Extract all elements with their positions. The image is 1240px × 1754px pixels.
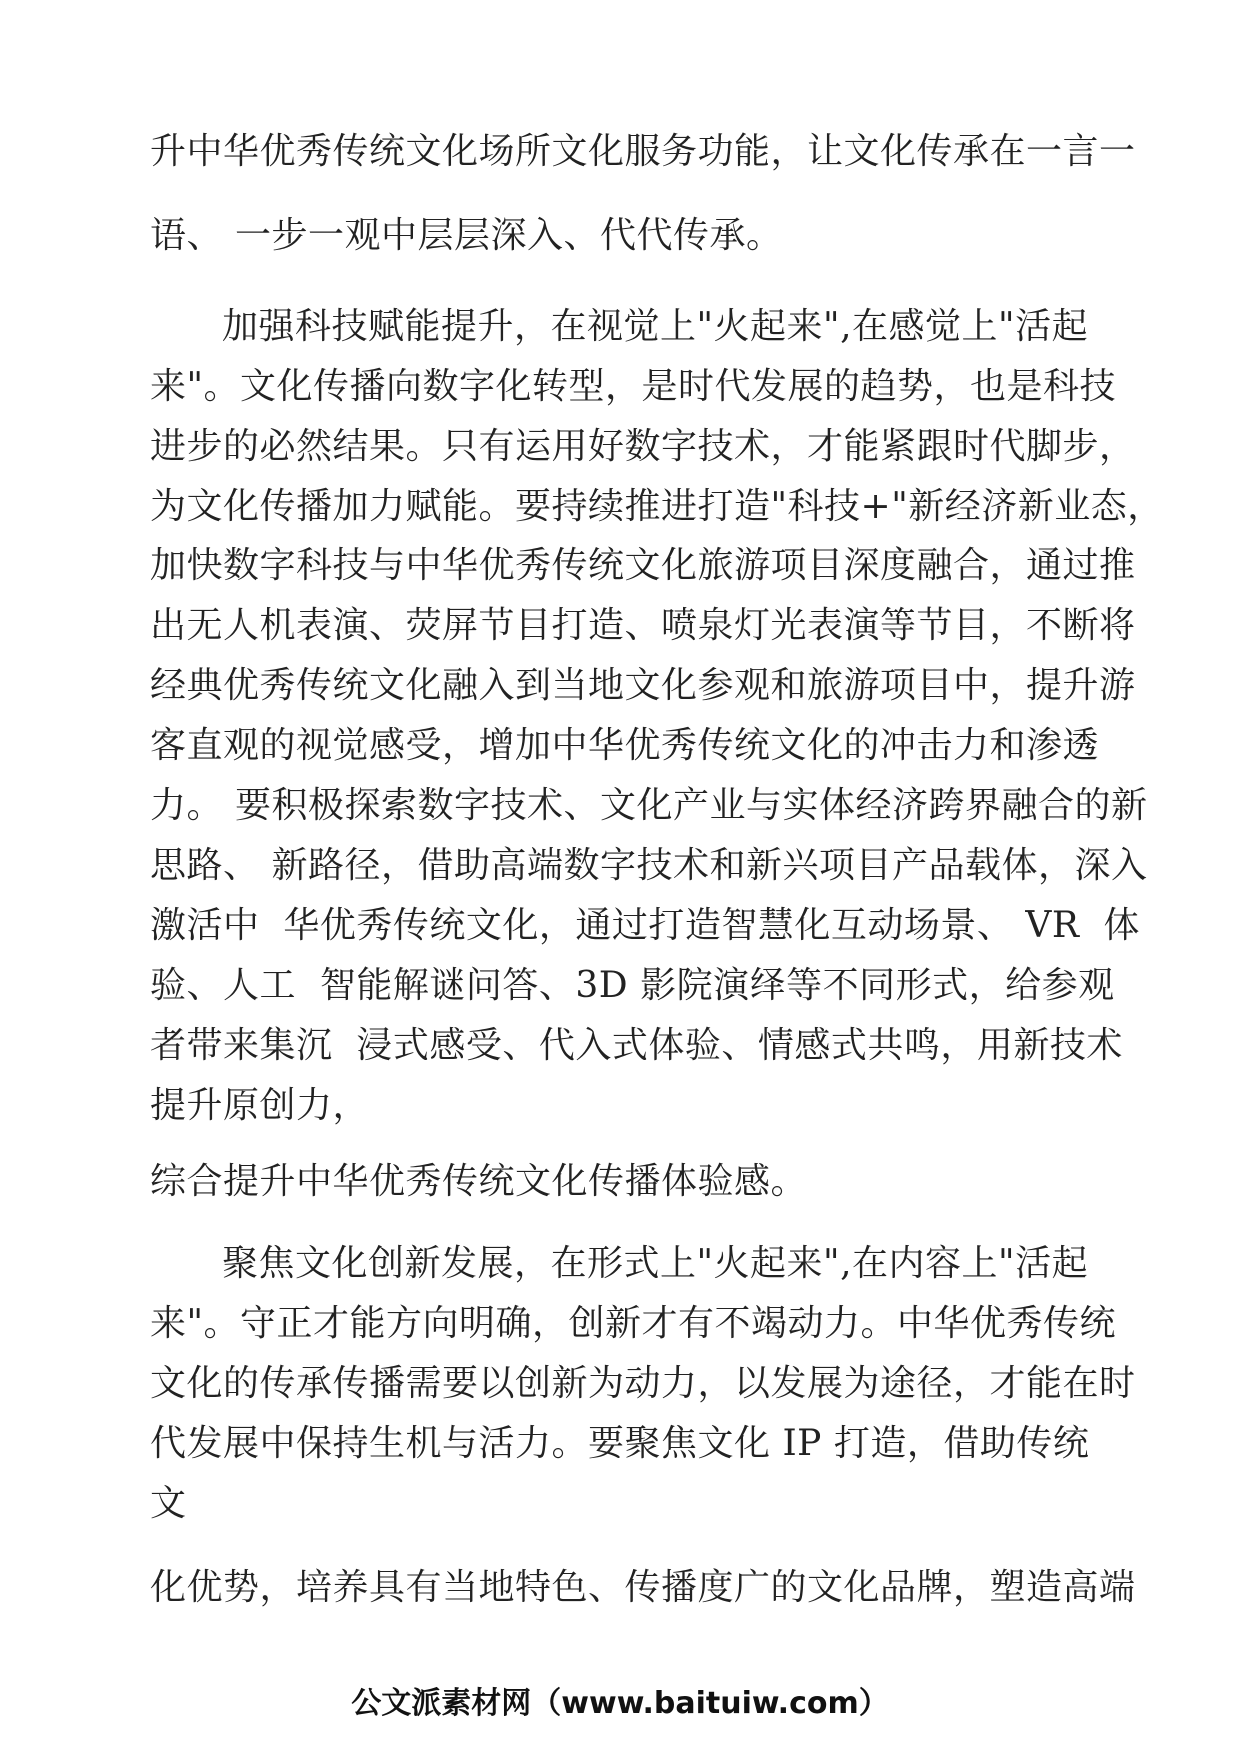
text-line-9: 经典优秀传统文化融入到当地文化参观和旅游项目中，提升游 [150,665,1136,706]
footer-source: 公文派素材网（www.baituiw.com） [351,1686,889,1721]
text-line-4: 来"。文化传播向数字化转型，是时代发展的趋势，也是科技 [150,366,1117,407]
text-line-1: 升中华优秀传统文化场所文化服务功能，让文化传承在一言一 [150,131,1136,172]
text-line-7: 加快数字科技与中华优秀传统文化旅游项目深度融合，通过推 [150,545,1136,586]
paragraph-2-start: 聚焦文化创新发展，在形式上"火起来",在内容上"活起 [222,1243,1089,1284]
text-line-14: 验、人工 智能解谜问答、3D 影院演绎等不同形式，给参观 [150,965,1115,1006]
text-line-2: 语、 一步一观中层层深入、代代传承。 [150,215,783,256]
text-line-21: 代发展中保持生机与活力。要聚焦文化 IP 打造，借助传统 [150,1423,1090,1464]
text-line-17: 综合提升中华优秀传统文化传播体验感。 [150,1161,808,1202]
text-line-12: 思路、 新路径，借助高端数字技术和新兴项目产品载体，深入 [150,845,1148,886]
text-line-5: 进步的必然结果。只有运用好数字技术，才能紧跟时代脚步， [150,426,1136,467]
text-line-15: 者带来集沉 浸式感受、代入式体验、情感式共鸣，用新技术 [150,1025,1123,1066]
text-line-16: 提升原创力， [150,1085,370,1126]
text-line-13: 激活中 华优秀传统文化，通过打造智慧化互动场景、 VR 体 [150,905,1140,946]
text-line-19: 来"。守正才能方向明确，创新才有不竭动力。中华优秀传统 [150,1303,1117,1344]
text-line-20: 文化的传承传播需要以创新为动力，以发展为途径，才能在时 [150,1363,1136,1404]
paragraph-1-start: 加强科技赋能提升，在视觉上"火起来",在感觉上"活起 [222,306,1089,347]
text-line-10: 客直观的视觉感受，增加中华优秀传统文化的冲击力和渗透 [150,725,1100,766]
text-line-11: 力。 要积极探索数字技术、文化产业与实体经济跨界融合的新 [150,785,1148,826]
text-line-8: 出无人机表演、荧屏节目打造、喷泉灯光表演等节目，不断将 [150,605,1136,646]
text-line-6: 为文化传播加力赋能。要持续推进打造"科技+"新经济新业态， [150,486,1164,527]
text-line-22: 文 [150,1483,187,1524]
text-line-23: 化优势，培养具有当地特色、传播度广的文化品牌，塑造高端 [150,1567,1136,1608]
